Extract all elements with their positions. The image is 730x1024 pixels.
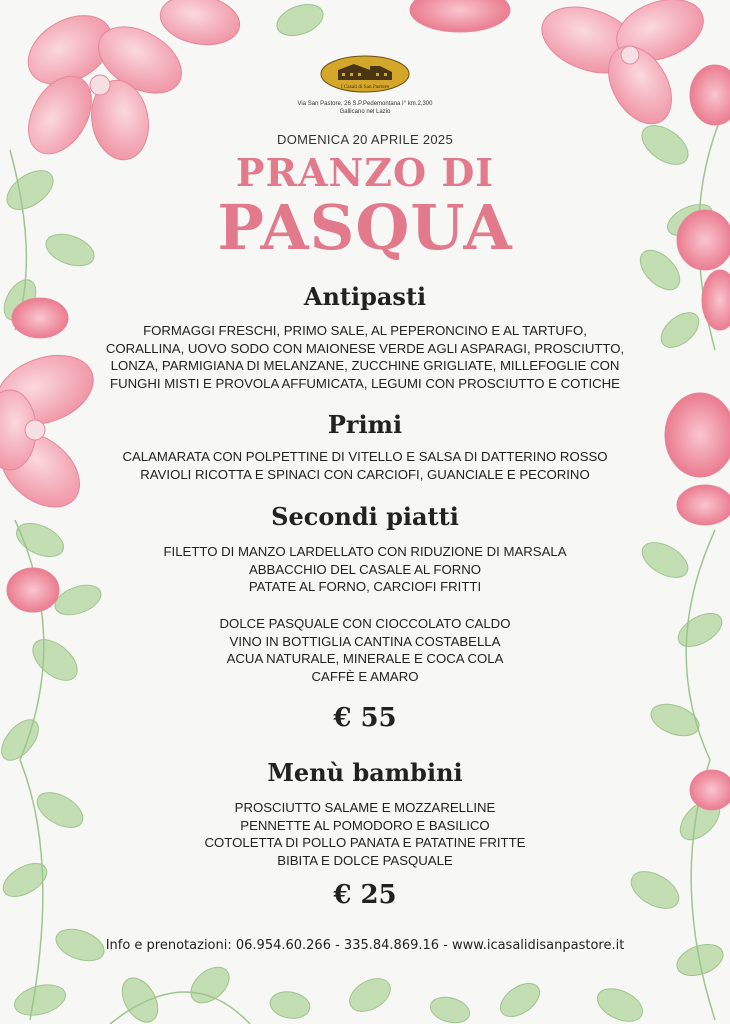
list-item: PENNETTE AL POMODORO E BASILICO (240, 817, 490, 833)
list-item: FORMAGGI FRESCHI, PRIMO SALE, AL PEPERONCINO E AL TARTUFO, (143, 323, 587, 338)
list-item: BIBITA E DOLCE PASQUALE (277, 852, 453, 868)
antipasti-list (95, 322, 635, 392)
list-item: ACUA NATURALE, MINERALE E COCA COLA (226, 651, 504, 666)
title-line-1: PRANZO DI (235, 150, 495, 195)
price-kids: € 25 (333, 880, 397, 910)
event-date: DOMENICA 20 APRILE 2025 (277, 132, 453, 147)
list-item: RAVIOLI RICOTTA E SPINACI CON CARCIOFI, GUANCIALE E PECORINO (140, 466, 590, 482)
section-heading-secondi: Secondi piatti (271, 502, 459, 531)
list-item: DOLCE PASQUALE CON CIOCCOLATO CALDO (219, 616, 511, 631)
section-heading-primi: Primi (327, 410, 403, 439)
list-item: PATATE AL FORNO, CARCIOFI FRITTI (248, 579, 482, 594)
restaurant-logo (320, 54, 410, 94)
bambini-list (95, 799, 635, 869)
section-heading-bambini: Menù bambini (267, 758, 463, 787)
list-item: CAFFÈ E AMARO (311, 668, 419, 684)
list-item: LONZA, PARMIGIANA DI MELANZANE, ZUCCHINE GRIGLIATE, MILLEFOGLIE CON (110, 358, 620, 373)
list-item: FILETTO DI MANZO LARDELLATO CON RIDUZIONE DI MARSALA (163, 544, 567, 559)
price-adult: € 55 (333, 703, 397, 733)
secondi-list (95, 543, 635, 596)
list-item: COTOLETTA DI POLLO PANATA E PATATINE FRITTE (204, 835, 526, 850)
title-line-2: PASQUA (217, 191, 513, 264)
address-line-2: Gallicano nel Lazio (339, 109, 391, 115)
extras-list (95, 615, 635, 685)
logo-text: I Casali di San Pastore (340, 84, 390, 89)
contact-info: Info e prenotazioni: 06.954.60.266 - 335.84.869.16 - www.icasalidisanpastore.it (105, 938, 625, 953)
list-item: CORALLINA, UOVO SODO CON MAIONESE VERDE AGLI ASPARAGI, PROSCIUTTO, (105, 340, 625, 356)
address (250, 100, 480, 116)
list-item: FUNGHI MISTI E PROVOLA AFFUMICATA, LEGUMI CON PROSCIUTTO E COTICHE (110, 375, 620, 391)
list-item: VINO IN BOTTIGLIA CANTINA COSTABELLA (229, 633, 501, 649)
address-line-1: Via San Pastore, 26 S.P.Pedemontana I° km.2,300 (297, 101, 433, 107)
list-item: PROSCIUTTO SALAME E MOZZARELLINE (234, 800, 496, 815)
section-heading-antipasti: Antipasti (303, 282, 427, 311)
primi-list (95, 448, 635, 483)
list-item: ABBACCHIO DEL CASALE AL FORNO (248, 561, 482, 577)
list-item: CALAMARATA CON POLPETTINE DI VITELLO E SALSA DI DATTERINO ROSSO (122, 449, 608, 464)
